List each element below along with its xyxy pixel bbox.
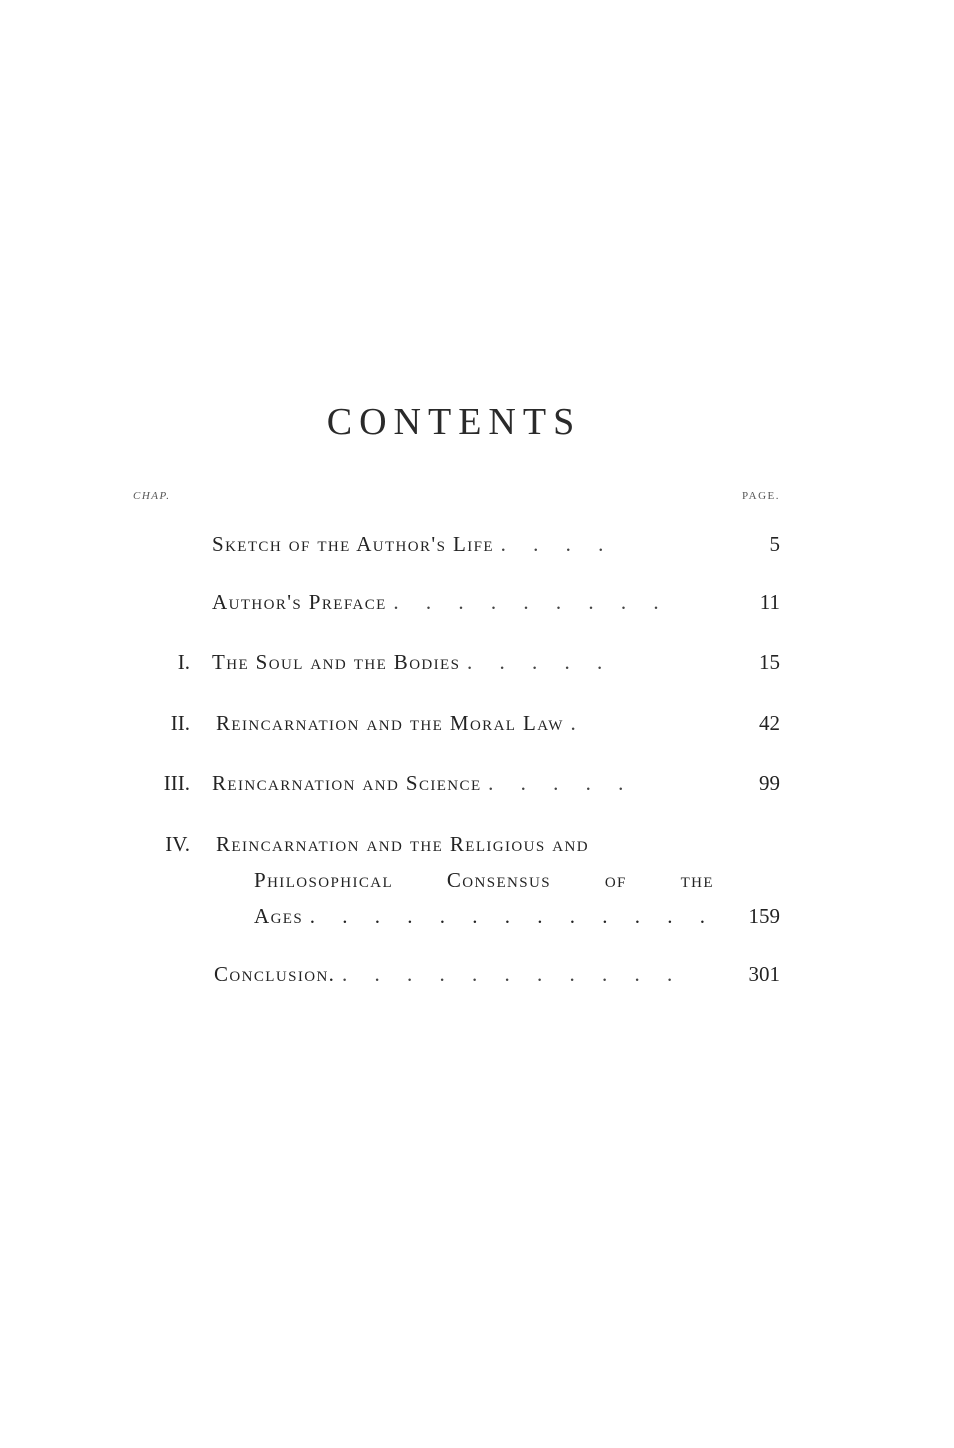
page-title: CONTENTS — [326, 401, 582, 443]
toc-entry-title-text: Author's Preface — [212, 590, 387, 614]
toc-entry-title-line-3 — [254, 899, 724, 933]
toc-page-number: 159 — [748, 904, 780, 928]
toc-entry-title-line-2 — [254, 863, 714, 897]
toc-entry-title — [212, 766, 722, 800]
toc-entry-title — [212, 645, 722, 679]
toc-entry-chapter-4[interactable] — [0, 827, 954, 937]
chap-column-header: CHAP. — [133, 490, 171, 502]
toc-entry-word: Philosophical — [254, 868, 394, 892]
toc-entry-title: Reincarnation and the Religious and — [216, 832, 589, 856]
toc-page-number: 301 — [748, 962, 780, 986]
toc-leader-dots: . . . . . — [467, 650, 614, 674]
toc-page-number: 42 — [759, 711, 780, 735]
toc-entry-title-text: The Soul and the Bodies — [212, 650, 461, 674]
toc-entry-word: Ages — [254, 904, 304, 928]
toc-chapter-number: II. — [170, 711, 190, 735]
toc-page-number: 11 — [759, 590, 780, 614]
toc-entry-title — [216, 706, 726, 740]
toc-entry-title-text: Sketch of the Author's Life — [212, 532, 494, 556]
toc-chapter-number: I. — [177, 650, 190, 674]
toc-entry-title — [214, 957, 724, 991]
toc-leader-dots: . . . . . — [488, 771, 635, 795]
toc-entry-title-text: Reincarnation and Science — [212, 771, 482, 795]
toc-chapter-number: III. — [163, 771, 190, 795]
toc-entry-word: the — [680, 868, 714, 892]
toc-page-number: 5 — [769, 532, 780, 556]
toc-page-number: 15 — [759, 650, 780, 674]
toc-leader-dots: . . . . — [500, 532, 615, 556]
toc-leader-dots: . . . . . . . . . — [393, 590, 670, 614]
toc-leader-dots: . . . . . . . . . . . . . — [309, 904, 717, 928]
toc-entry-title-text: Conclusion. — [214, 962, 336, 986]
toc-entry-word: of — [604, 868, 627, 892]
toc-entry-title — [212, 585, 722, 619]
page-column-header: PAGE. — [742, 490, 780, 502]
toc-leader-dots: . . . . . . . . . . . — [341, 962, 684, 986]
toc-entry-word: Consensus — [446, 868, 551, 892]
toc-leader-dots: . — [570, 711, 587, 735]
toc-entry-title — [212, 527, 722, 561]
toc-entry-title-text: Reincarnation and the Moral Law — [216, 711, 564, 735]
toc-chapter-number: IV. — [165, 832, 190, 856]
toc-page-number: 99 — [759, 771, 780, 795]
